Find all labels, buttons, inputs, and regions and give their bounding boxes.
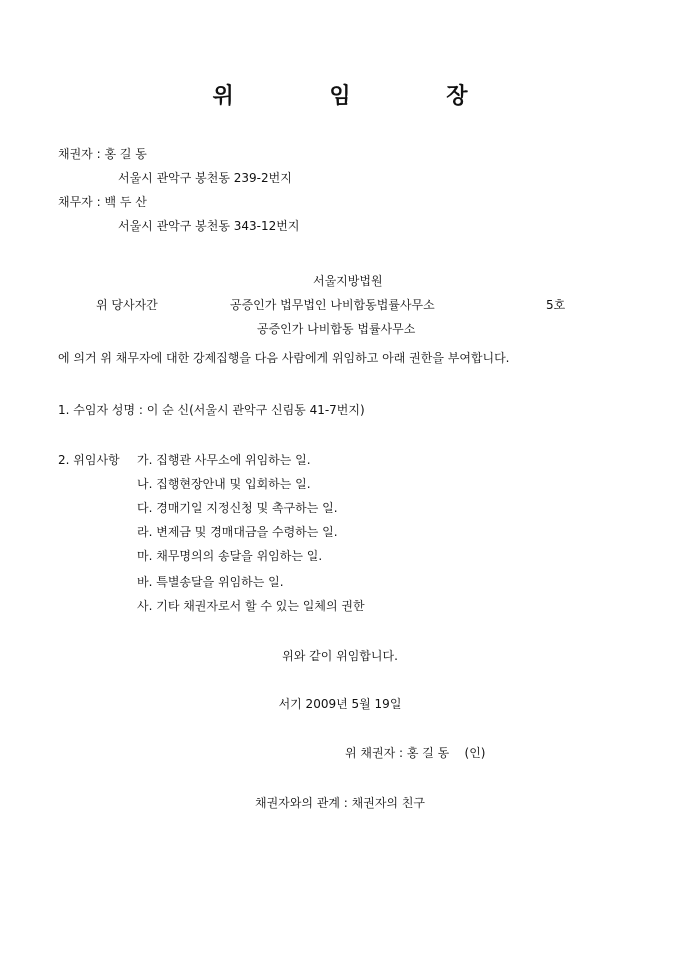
parties-firm-secondary: 공증인가 나비합동 법률사무소	[257, 322, 416, 336]
court-name: 서울지방법원	[313, 274, 383, 288]
debtor-label: 채무자 : 백 두 산	[58, 195, 147, 209]
subitem: 가. 집행관 사무소에 위임하는 일.	[137, 453, 311, 467]
parties-firm: 공증인가 법무법인 나비합동법률사무소	[230, 298, 435, 312]
subitem: 바. 특별송달을 위임하는 일.	[137, 575, 284, 589]
debtor-address: 서울시 관악구 봉천동 343-12번지	[118, 219, 300, 233]
relation-line: 채권자와의 관계 : 채권자의 친구	[255, 796, 425, 810]
subitem: 라. 변제금 및 경매대금을 수령하는 일.	[137, 525, 338, 539]
item-2-label: 2. 위임사항	[58, 453, 120, 467]
item-1-delegate: 1. 수임자 성명 : 이 순 신(서울시 관악구 신림동 41-7번지)	[58, 403, 365, 417]
creditor-address: 서울시 관악구 봉천동 239-2번지	[118, 171, 292, 185]
signature-line: 위 채권자 : 홍 길 동 (인)	[345, 746, 486, 760]
parties-number: 5호	[546, 298, 566, 312]
closing-statement: 위와 같이 위임합니다.	[282, 649, 398, 663]
subitem: 마. 채무명의의 송달을 위임하는 일.	[137, 549, 323, 563]
subitem: 사. 기타 채권자로서 할 수 있는 일체의 권한	[137, 599, 365, 613]
delegation-statement: 에 의거 위 채무자에 대한 강제집행을 다음 사람에게 위임하고 아래 권한을 부여합니다.	[58, 351, 510, 365]
subitem: 나. 집행현장안내 및 입회하는 일.	[137, 477, 311, 491]
creditor-label: 채권자 : 홍 길 동	[58, 147, 147, 161]
subitem: 다. 경매기일 지정신청 및 촉구하는 일.	[137, 501, 338, 515]
document-title: 위 임 장	[212, 83, 512, 109]
document-date: 서기 2009년 5월 19일	[278, 697, 402, 711]
parties-lead: 위 당사자간	[96, 298, 158, 312]
